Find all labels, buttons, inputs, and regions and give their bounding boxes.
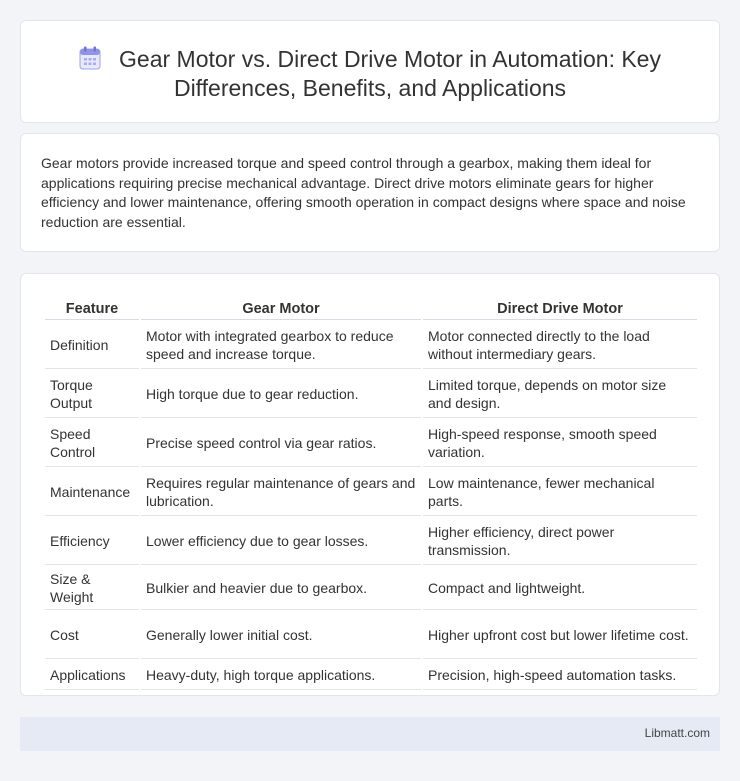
comparison-table [43,296,699,692]
gear-motor-cell: Precise speed control via gear ratios. [141,420,421,467]
header-feature: Feature [45,298,139,320]
gear-motor-cell: High torque due to gear reduction. [141,371,421,418]
comparison-card [20,273,720,696]
feature-cell: Cost [45,612,139,659]
feature-cell: Speed Control [45,420,139,467]
direct-drive-cell: Motor connected directly to the load without intermediary gears. [423,322,697,369]
table-header-row [45,298,697,320]
direct-drive-cell: Compact and lightweight. [423,567,697,610]
direct-drive-cell: Higher upfront cost but lower lifetime cost. [423,612,697,659]
page-title: Gear Motor vs. Direct Drive Motor in Automation: Key Differences, Benefits, and Applications [119,46,661,101]
feature-cell: Torque Output [45,371,139,418]
intro-card [20,133,720,252]
feature-cell: Definition [45,322,139,369]
feature-cell: Efficiency [45,518,139,565]
table-row [45,322,697,369]
page-title-wrap [21,45,719,103]
direct-drive-cell: High-speed response, smooth speed variation. [423,420,697,467]
table-row [45,469,697,516]
footer-bar [20,717,720,751]
table-row [45,612,697,659]
direct-drive-cell: Limited torque, depends on motor size and design. [423,371,697,418]
table-row [45,567,697,610]
table-row [45,371,697,418]
feature-cell: Maintenance [45,469,139,516]
direct-drive-cell: Precision, high-speed automation tasks. [423,661,697,690]
gear-motor-cell: Motor with integrated gearbox to reduce speed and increase torque. [141,322,421,369]
footer-brand-link[interactable]: Libmatt.com [644,726,710,740]
table-row [45,518,697,565]
feature-cell: Size & Weight [45,567,139,610]
gear-motor-cell: Lower efficiency due to gear losses. [141,518,421,565]
gear-motor-cell: Generally lower initial cost. [141,612,421,659]
calendar-icon [79,46,101,70]
table-row [45,420,697,467]
gear-motor-cell: Bulkier and heavier due to gearbox. [141,567,421,610]
table-row [45,661,697,690]
direct-drive-cell: Low maintenance, fewer mechanical parts. [423,469,697,516]
intro-paragraph: Gear motors provide increased torque and speed control through a gearbox, making them ideal for applications requiring precise mechanical advantage. Direct drive motors eliminate gears for higher efficiency and lower maintenance, offering smooth operation in compact designs where space and noise reduction are essential. [41,155,686,230]
title-card [20,20,720,123]
gear-motor-cell: Requires regular maintenance of gears and lubrication. [141,469,421,516]
header-direct-drive: Direct Drive Motor [423,298,697,320]
feature-cell: Applications [45,661,139,690]
direct-drive-cell: Higher efficiency, direct power transmission. [423,518,697,565]
gear-motor-cell: Heavy-duty, high torque applications. [141,661,421,690]
header-gear-motor: Gear Motor [141,298,421,320]
